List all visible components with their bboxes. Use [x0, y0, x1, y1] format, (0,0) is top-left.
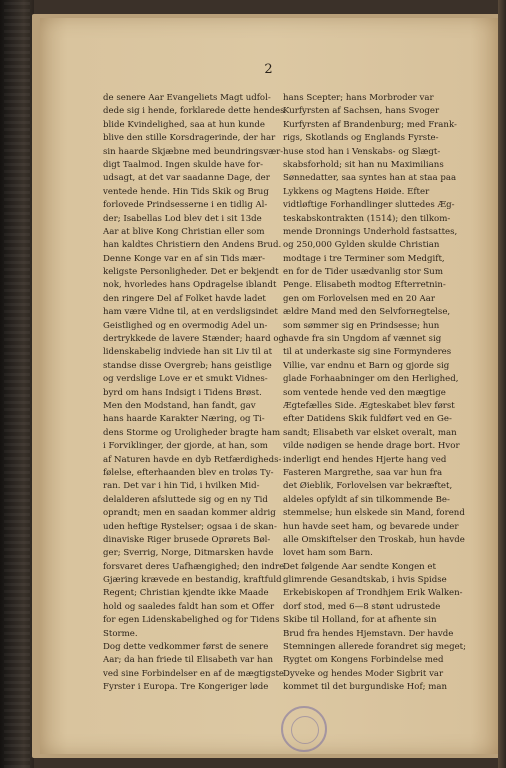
text-line: ger; Sverrig, Norge, Ditmarsken havde [103, 548, 274, 559]
text-line: Denne Konge var en af sin Tids mær- [103, 253, 266, 264]
text-line: Villie, var endnu et Barn og gjorde sig [283, 360, 450, 371]
text-line: Ægtefælles Side. Ægteskabet blev først [283, 400, 455, 411]
library-stamp [281, 706, 327, 752]
text-line: forlovede Prindsesserne i en tidlig Al- [103, 200, 268, 211]
text-line: de senere Aar Evangeliets Magt udfol- [103, 93, 271, 103]
page-right-edge [498, 0, 506, 768]
text-line: sin haarde Skjæbne med beundringsvær- [103, 146, 284, 157]
right-text-column [283, 92, 467, 695]
text-line: Stemningen allerede forandret sig meget; [283, 642, 467, 653]
text-line: Brud fra hendes Hjemstavn. Der havde [283, 628, 454, 639]
text-line: i Forviklinger, der gjorde, at han, som [103, 441, 268, 452]
text-line: dorf stod, med 6—8 stønt udrustede [283, 601, 441, 612]
text-line: dede sig i hende, forklarede dette hendes [103, 106, 285, 117]
text-line: Skibe til Holland, for at afhente sin [283, 615, 437, 626]
text-line: aldeles opfyldt af sin tilkommende Be- [283, 494, 450, 505]
text-line: og verdslige Love er et smukt Vidnes- [103, 374, 268, 385]
text-line: teskabskontrakten (1514); den tilkom- [283, 213, 451, 224]
text-line: inderligt end hendes Hjerte hang ved [283, 454, 447, 465]
text-line: keligste Personligheder. Det er bekjendt [103, 267, 279, 278]
text-line: Fasteren Margrethe, saa var hun fra [283, 467, 443, 478]
text-line: ventede hende. Hin Tids Skik og Brug [103, 186, 269, 197]
text-line: til at underkaste sig sine Formynderes [283, 347, 452, 358]
text-line: Dog dette vedkommer først de senere [103, 642, 269, 653]
text-line: rigs, Skotlands og Englands Fyrste- [283, 133, 439, 144]
text-line: hun havde seet ham, og bevarede under [283, 521, 459, 532]
text-line: hans Scepter; hans Morbroder var [283, 93, 434, 103]
text-line: glade Forhaabninger om den Herlighed, [283, 374, 459, 385]
text-line: standse disse Overgreb; hans geistlige [103, 360, 272, 371]
text-line: Aar at blive Kong Christian eller som [103, 226, 265, 237]
text-line: Kurfyrsten af Brandenburg; med Frank- [283, 119, 457, 130]
text-line: som sømmer sig en Prindsesse; hun [283, 320, 440, 331]
text-line: der; Isabellas Lod blev det i sit 13de [103, 213, 262, 224]
text-line: blide Kvindelighed, saa at hun kunde [103, 119, 265, 130]
text-line: skabsforhold; sit han nu Maximilians [283, 159, 444, 170]
text-line: digt Taalmod. Ingen skulde have for- [103, 159, 263, 170]
text-line: stemmelse; hun elskede sin Mand, forend [283, 508, 465, 519]
text-line: Regent; Christian kjendte ikke Maade [103, 588, 269, 599]
text-line: gen om Forlovelsen med en 20 Aar [283, 293, 435, 304]
text-line: delalderen afsluttede sig og en ny Tid [103, 494, 268, 505]
text-line: oprandt; men en saadan kommer aldrig [103, 508, 276, 519]
text-line: dinaviske Riger brusede Oprørets Bøl- [103, 534, 271, 545]
text-line: vilde nødigen se hende drage bort. Hvor [283, 441, 460, 452]
text-line: byrd om hans Indsigt i Tidens Brøst. [103, 387, 262, 398]
text-line: vidtløftige Forhandlinger sluttedes Æg- [283, 200, 455, 211]
text-line: hans haarde Karakter Næring, og Ti- [103, 414, 265, 425]
text-line: Dyveke og hendes Moder Sigbrit var [283, 668, 444, 679]
text-line: lidenskabelig indviede han sit Liv til at [103, 347, 273, 358]
text-line: sandt; Elisabeth var elsket overalt, man [283, 427, 457, 438]
text-line: Kurfyrsten af Sachsen, hans Svoger [283, 106, 440, 117]
text-line: den ringere Del af Folket havde ladet [103, 293, 266, 304]
text-line: kommet til det burgundiske Hof; man [283, 682, 448, 693]
text-line: Storme. [103, 628, 138, 639]
text-line: havde fra sin Ungdom af vænnet sig [283, 334, 442, 345]
text-line: som ventede hende ved den mægtige [283, 387, 446, 398]
text-line: dertrykkede de lavere Stænder; haard og [103, 334, 285, 345]
text-line: af Naturen havde en dyb Retfærdigheds- [103, 454, 282, 465]
text-line: Det følgende Aar sendte Kongen et [283, 561, 436, 572]
text-line: dens Storme og Uroligheder bragte ham [103, 427, 281, 438]
text-line: modtage i tre Terminer som Medgift, [283, 253, 445, 264]
text-line: uden heftige Rystelser; ogsaa i de skan- [103, 521, 277, 532]
text-line: en for de Tider usædvanlig stor Sum [283, 267, 443, 278]
text-line: blive den stille Korsdragerinde, der har [103, 133, 276, 144]
text-line: Aar; da han friede til Elisabeth var han [103, 655, 274, 666]
left-text-column [103, 92, 287, 695]
text-line: udsagt, at det var saadanne Dage, der [103, 173, 270, 184]
text-line: for egen Lidenskabelighed og for Tidens [103, 615, 280, 626]
text-line: Lykkens og Magtens Høide. Efter [283, 186, 430, 197]
text-line: Erkebiskopen af Trondhjem Erik Walken- [283, 588, 463, 599]
text-line: huse stod han i Venskabs- og Slægt- [283, 146, 441, 157]
text-line: forsvaret deres Uafhængighed; den indre [103, 561, 285, 572]
text-line: nok, hvorledes hans Opdragelse iblandt [103, 280, 277, 291]
spine-texture [4, 0, 30, 768]
text-line: ældre Mand med den Selvforнegtelse, [283, 307, 451, 318]
text-line: hold og saaledes faldt han som et Offer [103, 601, 275, 612]
text-line: glimrende Gesandtskab, i hvis Spidse [283, 575, 447, 586]
text-line: Rygtet om Kongens Forbindelse med [283, 655, 444, 666]
stamp-ring [291, 716, 319, 744]
text-line: ved sine Forbindelser en af de mægtigste [103, 668, 285, 679]
text-line: Men den Modstand, han fandt, gav [103, 400, 256, 411]
book-spine [0, 0, 34, 768]
page [40, 18, 498, 754]
page-number: 2 [264, 62, 274, 77]
text-line: og 250,000 Gylden skulde Christian [283, 240, 440, 251]
text-line: han kaldtes Christiern den Andens Brud. [103, 240, 282, 251]
text-line: ham være Vidne til, at en verdsligsindet [103, 307, 278, 318]
text-line: følelse, efterhaanden blev en troløs Ty- [103, 467, 274, 478]
text-line: Geistlighed og en overmodig Adel un- [103, 320, 268, 331]
text-line: ran. Det var i hin Tid, i hvilken Mid- [103, 481, 260, 492]
text-line: alle Omskiftelser den Troskab, hun havde [283, 534, 465, 545]
text-line: Penge. Elisabeth modtog Efterretnin- [283, 280, 446, 291]
text-line: Gjæring krævede en bestandig, kraftfuld [103, 575, 282, 586]
text-line: Fyrster i Europa. Tre Kongeriger lødе [103, 682, 269, 693]
text-line: lovet ham som Barn. [283, 548, 373, 559]
text-line: mende Dronnings Underhold fastsattes, [283, 226, 458, 237]
text-line: det Øieblik, Forlovelsen var bekræftet, [283, 481, 453, 492]
text-line: Sønnedatter, saa syntes han at staa paa [283, 173, 457, 184]
text-line: efter Datidens Skik fuldført ved en Ge- [283, 414, 452, 425]
